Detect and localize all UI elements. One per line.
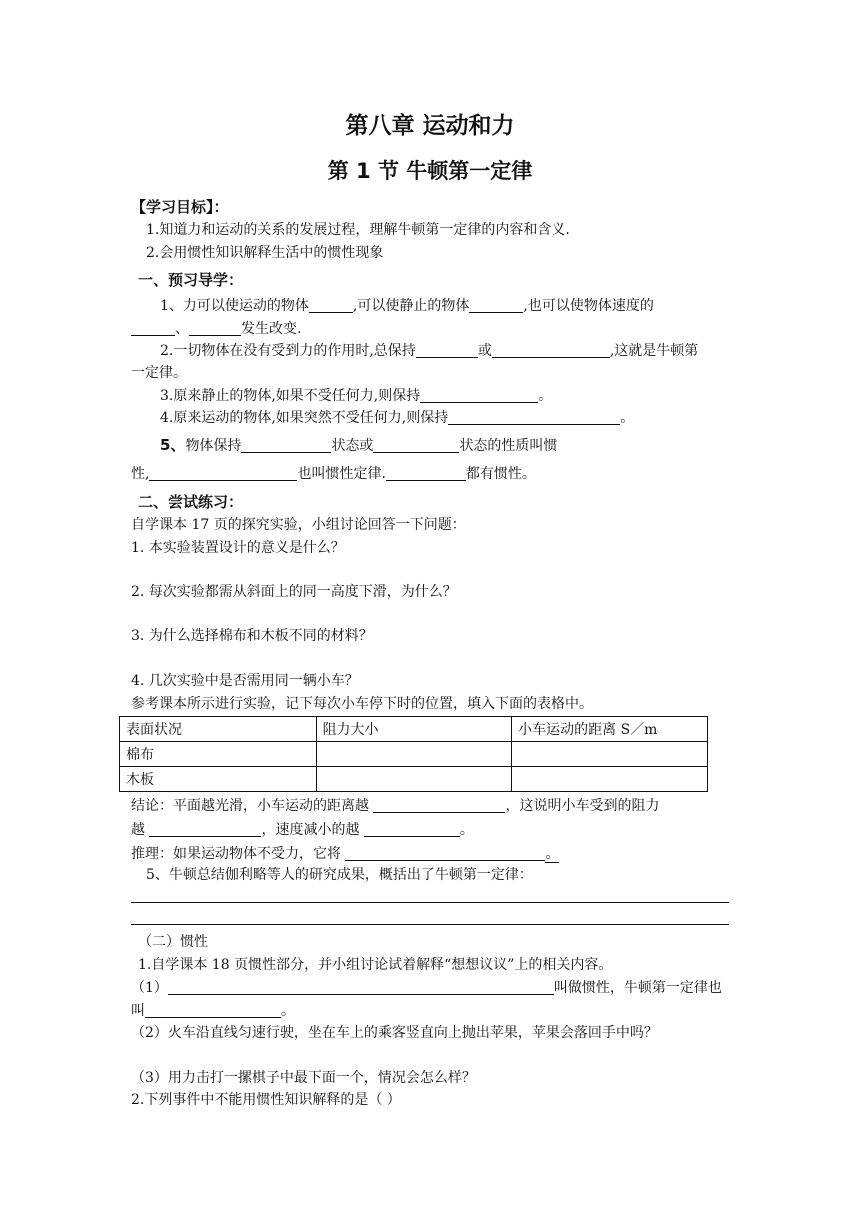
table-header-cell: 阻力大小	[316, 717, 512, 742]
answer-line[interactable]	[131, 924, 729, 925]
practice-question: 2. 每次实验都需从斜面上的同一高度下滑，为什么？	[131, 584, 457, 600]
practice-question: 1. 本实验装置设计的意义是什么？	[131, 540, 345, 556]
answer-blank[interactable]	[131, 320, 175, 336]
answer-line[interactable]	[131, 902, 729, 903]
answer-blank[interactable]	[373, 797, 505, 813]
answer-blank[interactable]	[373, 437, 459, 453]
inertia-heading: （二）惯性	[138, 934, 208, 950]
inference-line: 推理：如果运动物体不受力，它将 。	[131, 846, 560, 862]
table-header-cell: 小车运动的距离 S／m	[512, 717, 708, 742]
inertia-item-1-1-cont: 叫 。	[131, 1003, 295, 1019]
table-cell: 棉布	[120, 742, 317, 767]
preview-question-1-cont: 、 发生改变.	[131, 320, 301, 339]
answer-blank[interactable]	[189, 320, 241, 336]
table-input-cell[interactable]	[512, 767, 708, 792]
table-header-row	[120, 717, 708, 742]
section-title: 第 1 节 牛顿第一定律	[327, 159, 533, 183]
practice-heading: 二、尝试练习：	[138, 493, 244, 511]
answer-blank[interactable]	[420, 387, 538, 403]
table-header-cell: 表面状况	[120, 717, 317, 742]
preview-question-5: 5、物体保持 状态或 状态的性质叫惯	[160, 436, 558, 454]
conclusion-line: 结论：平面越光滑，小车运动的距离越 ，这说明小车受到的阻力	[131, 798, 660, 814]
answer-blank[interactable]	[149, 821, 261, 837]
table-intro: 参考课本所示进行实验，记下每次小车停下时的位置，填入下面的表格中。	[131, 696, 593, 712]
practice-question-5: 5、牛顿总结伽利略等人的研究成果，概括出了牛顿第一定律：	[146, 867, 533, 883]
table-input-cell[interactable]	[512, 742, 708, 767]
answer-blank[interactable]	[309, 297, 353, 313]
answer-blank[interactable]	[386, 465, 466, 481]
table-cell: 木板	[120, 767, 317, 792]
preview-question-2: 2.一切物体在没有受到力的作用时,总保持 或 ,这就是牛顿第	[160, 343, 699, 359]
answer-blank[interactable]	[364, 821, 460, 837]
preview-question-1: 1、力可以使运动的物体 ,可以使静止的物体 ,也可以使物体速度的	[160, 298, 654, 314]
objective-item: 2.会用惯性知识解释生活中的惯性现象	[146, 245, 384, 261]
conclusion-line-cont: 越 ，速度减小的越 。	[131, 822, 474, 838]
preview-question-3: 3.原来静止的物体,如果不受任何力,则保持 。	[160, 388, 553, 404]
table-input-cell[interactable]	[316, 767, 512, 792]
inertia-item-1-2: （2）火车沿直线匀速行驶，坐在车上的乘客竖直向上抛出苹果，苹果会落回手中吗？	[131, 1025, 658, 1041]
preview-question-4: 4.原来运动的物体,如果突然不受任何力,则保持 。	[160, 410, 635, 426]
inertia-item: 1.自学课本 18 页惯性部分，并小组讨论试着解释“想想议议”上的相关内容。	[138, 957, 613, 973]
answer-blank[interactable]	[345, 845, 545, 861]
table-input-cell[interactable]	[316, 742, 512, 767]
objectives-heading: 【学习目标】：	[131, 198, 229, 216]
answer-blank[interactable]	[416, 342, 478, 358]
answer-blank[interactable]	[149, 465, 297, 481]
table-row	[120, 742, 708, 767]
preview-question-5-cont: 性, 也叫惯性定律. 都有惯性。	[131, 466, 536, 482]
answer-blank[interactable]	[145, 1002, 281, 1018]
inertia-item-1-3: （3）用力击打一摞棋子中最下面一个，情况会怎么样？	[131, 1070, 476, 1086]
experiment-table	[119, 716, 708, 792]
chapter-title: 第八章 运动和力	[345, 113, 515, 139]
answer-blank[interactable]	[241, 437, 331, 453]
practice-question: 3. 为什么选择棉布和木板不同的材料？	[131, 628, 373, 644]
answer-blank[interactable]	[492, 342, 610, 358]
inertia-item-2: 2.下列事件中不能用惯性知识解释的是（ ）	[131, 1092, 401, 1108]
preview-heading: 一、预习导学：	[138, 271, 244, 289]
answer-blank[interactable]	[469, 297, 523, 313]
inertia-item-1-1: （1） 叫做惯性，牛顿第一定律也	[131, 980, 722, 996]
table-row	[120, 767, 708, 792]
practice-question: 4. 几次实验中是否需用同一辆小车？	[131, 673, 359, 689]
answer-blank[interactable]	[448, 409, 620, 425]
preview-question-2-cont: 一定律。	[131, 365, 187, 381]
practice-intro: 自学课本 17 页的探究实验，小组讨论回答一下问题：	[131, 517, 466, 533]
objective-item: 1.知道力和运动的关系的发展过程，理解牛顿第一定律的内容和含义.	[146, 222, 570, 238]
answer-blank[interactable]	[168, 979, 554, 995]
